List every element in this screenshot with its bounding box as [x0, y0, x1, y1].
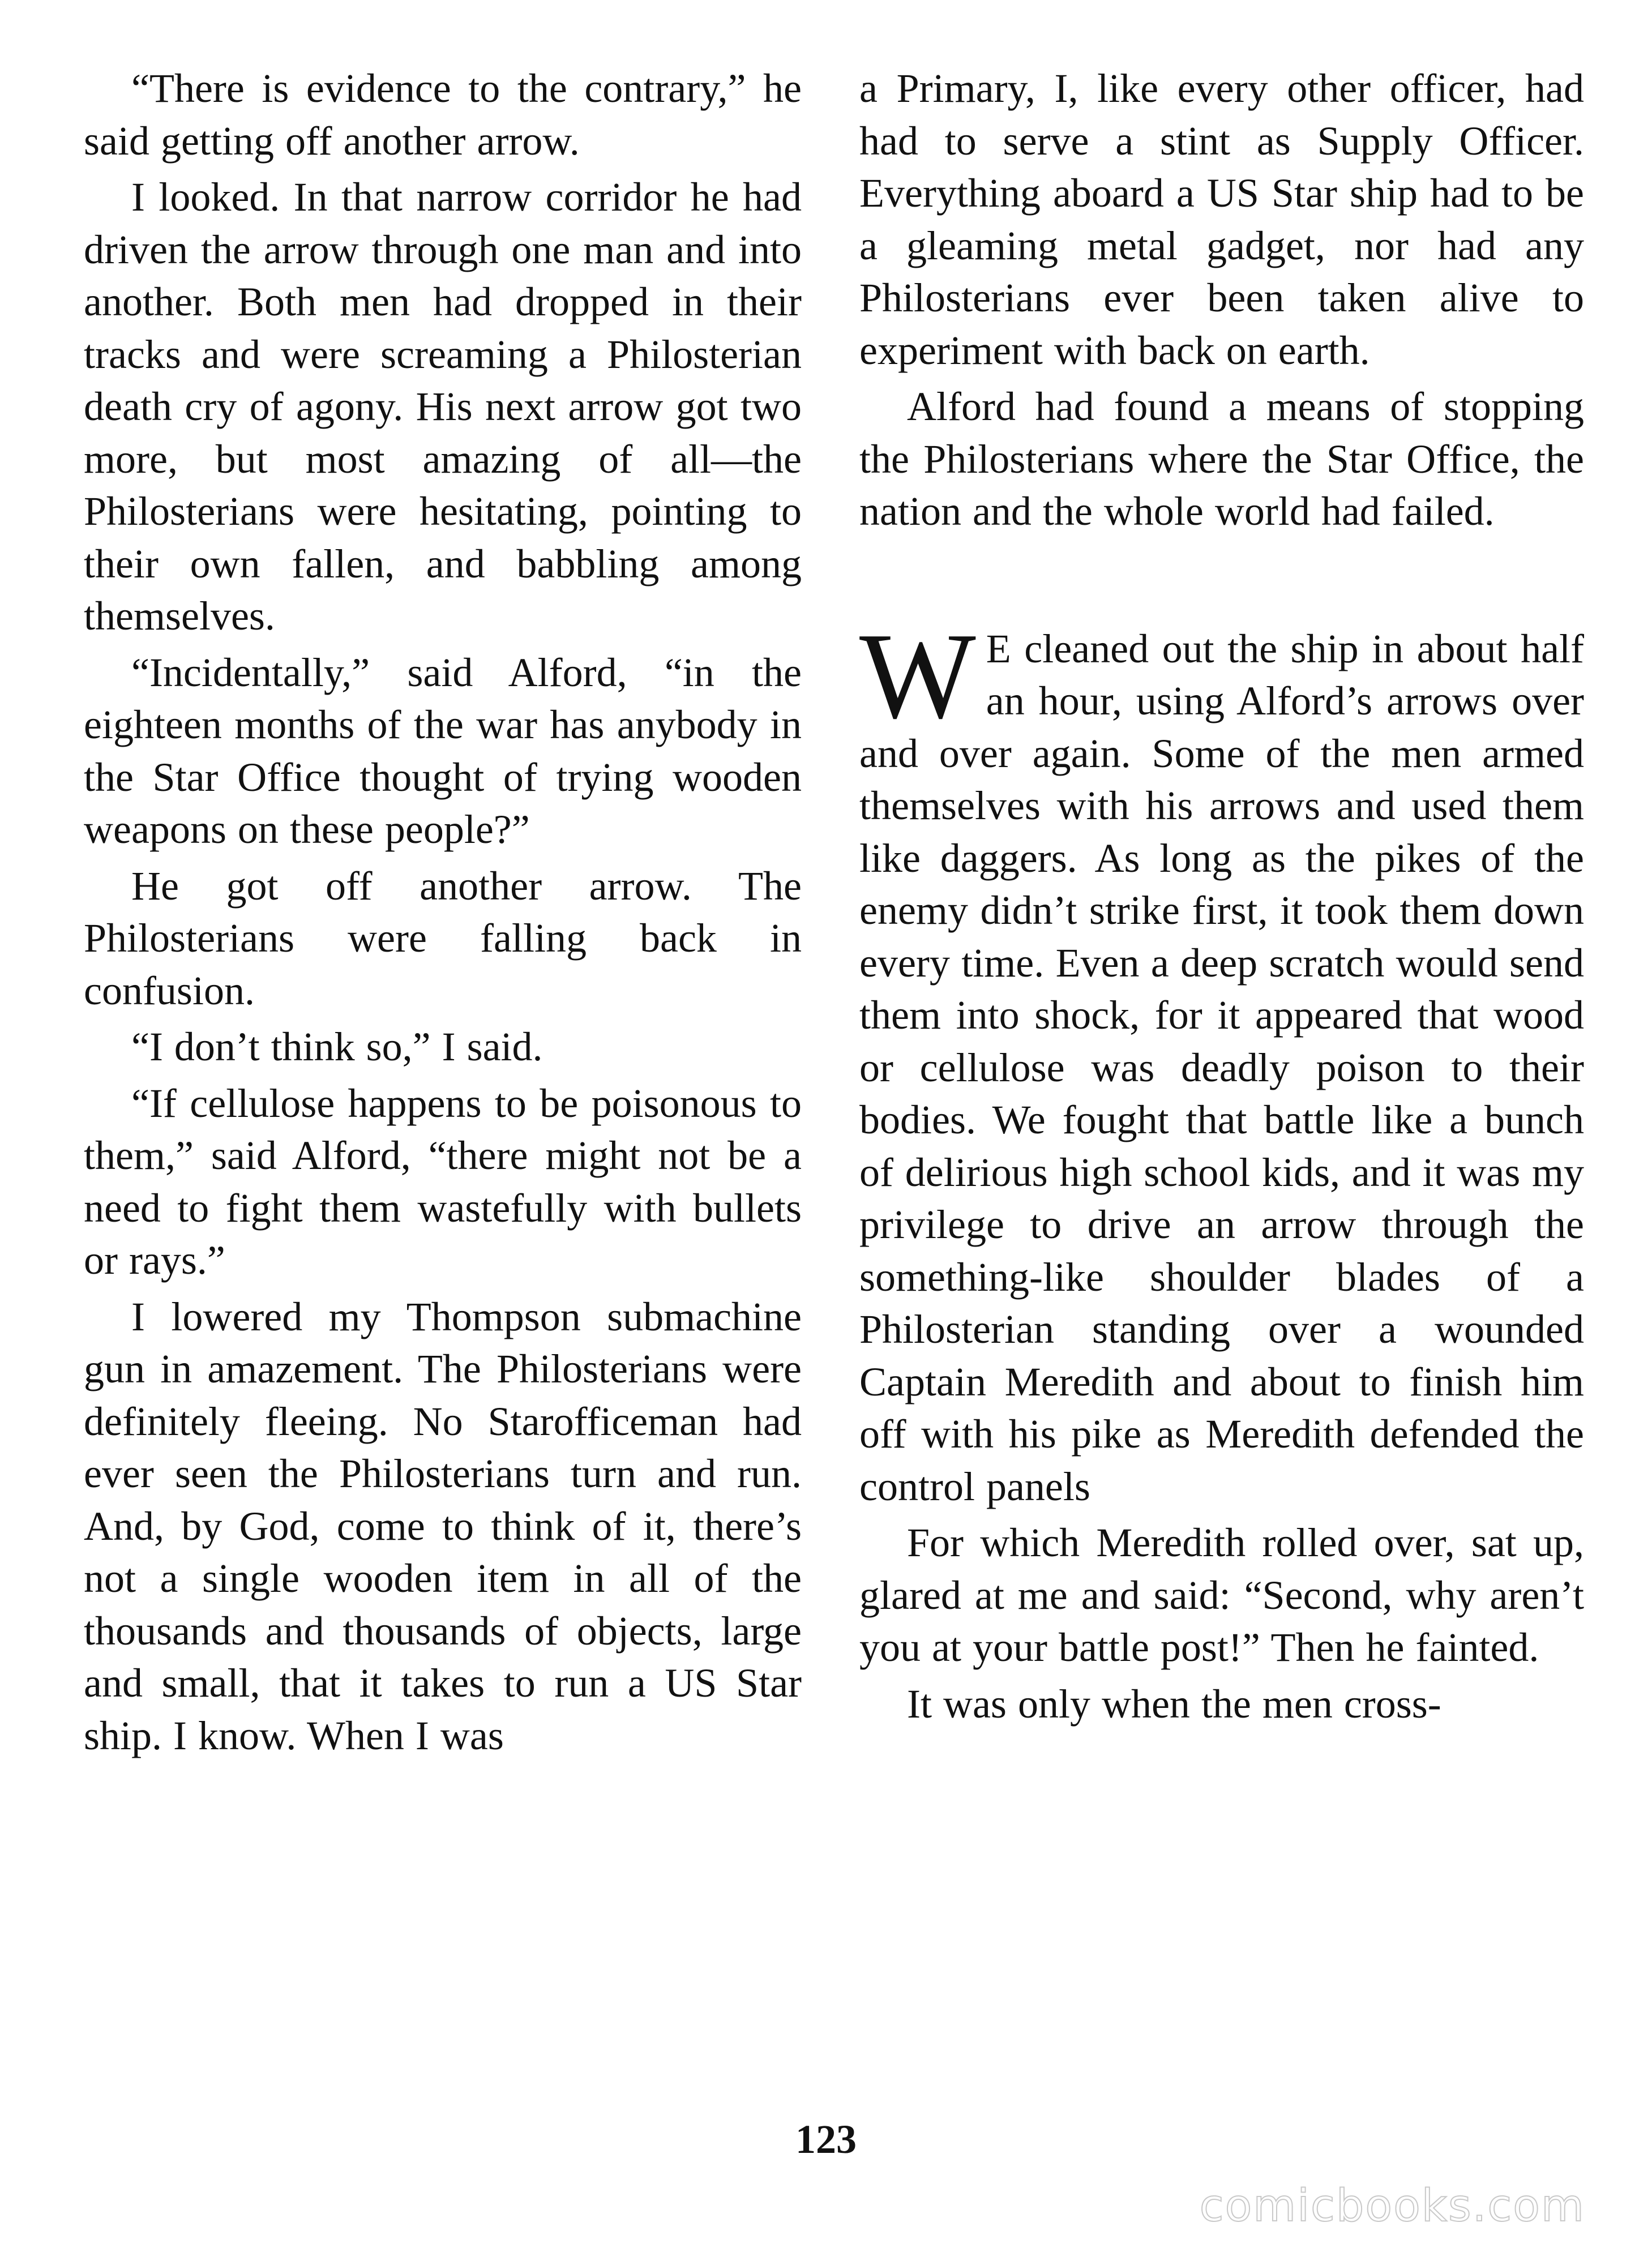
paragraph: “Incidentally,” said Alford, “in the eighteen months of the war has anybody in the Star Office thought of trying wooden weapons on these people?”: [84, 649, 802, 852]
section-opening-paragraph: [859, 607, 1584, 1513]
right-text-column: [859, 62, 1584, 1734]
paragraph: “If cellulose happens to be poisonous to them,” said Alford, “there might not be a need to fight them wastefully with bullets or rays.”: [84, 1080, 802, 1283]
paragraph: It was only when the men cross-: [907, 1681, 1441, 1727]
paragraph: For which Meredith rolled over, sat up, glared at me and said: “Second, why aren’t you at your battle post!” Then he fainted.: [859, 1520, 1584, 1670]
left-text-column: [84, 62, 802, 1766]
section-text: E cleaned out the ship in about half an hour, using Alford’s arrows over and over again. Some of the men armed themselves with his arrows and used them like daggers. As long as the pikes of the enemy didn’t strike first, it took them down every time. Even a deep scratch would send them into shock, for it appeared that wood or cellulose was deadly poison to their bodies. We fought that battle like a bunch of delirious high school kids, and it was my privilege to drive an arrow through the something-like shoulder blades of a Philosterian standing over a wounded Captain Meredith and about to finish him off with his pike as Meredith defended the control panels: [859, 626, 1584, 1509]
paragraph: I lowered my Thompson submachine gun in amazement. The Philosterians were definitely fleeing. No Starofficeman had ever seen the Philosterians turn and run. And, by God, come to think of it, there’s not a single wooden item in all of the thousands and thousands of objects, large and small, that it takes to run a US Star ship. I know. When I was: [84, 1294, 802, 1758]
page-number: 123: [795, 2117, 857, 2162]
paragraph: Alford had found a means of stopping the Philosterians where the Star Office, the nation and the whole world had failed.: [859, 384, 1584, 534]
paragraph-continuation: a Primary, I, like every other officer, had had to serve a stint as Supply Officer. Everything aboard a US Star ship had to be a gleaming metal gadget, nor had any Philosterians ever been taken alive to experiment with back on earth.: [859, 66, 1584, 373]
paragraph: I looked. In that narrow corridor he had driven the arrow through one man and into another. Both men had dropped in their tracks and were screaming a Philosterian death cry of agony. His next arrow got two more, but most amazing of all—the Philosterians were hesitating, pointing to their own fallen, and babbling among themselves.: [84, 174, 802, 639]
drop-cap: W: [859, 607, 976, 744]
watermark: comicbooks.com: [1199, 2181, 1585, 2232]
paragraph: “There is evidence to the contrary,” he said getting off another arrow.: [84, 66, 802, 164]
paragraph: He got off another arrow. The Philosterians were falling back in confusion.: [84, 863, 802, 1013]
paragraph: “I don’t think so,” I said.: [131, 1024, 543, 1069]
